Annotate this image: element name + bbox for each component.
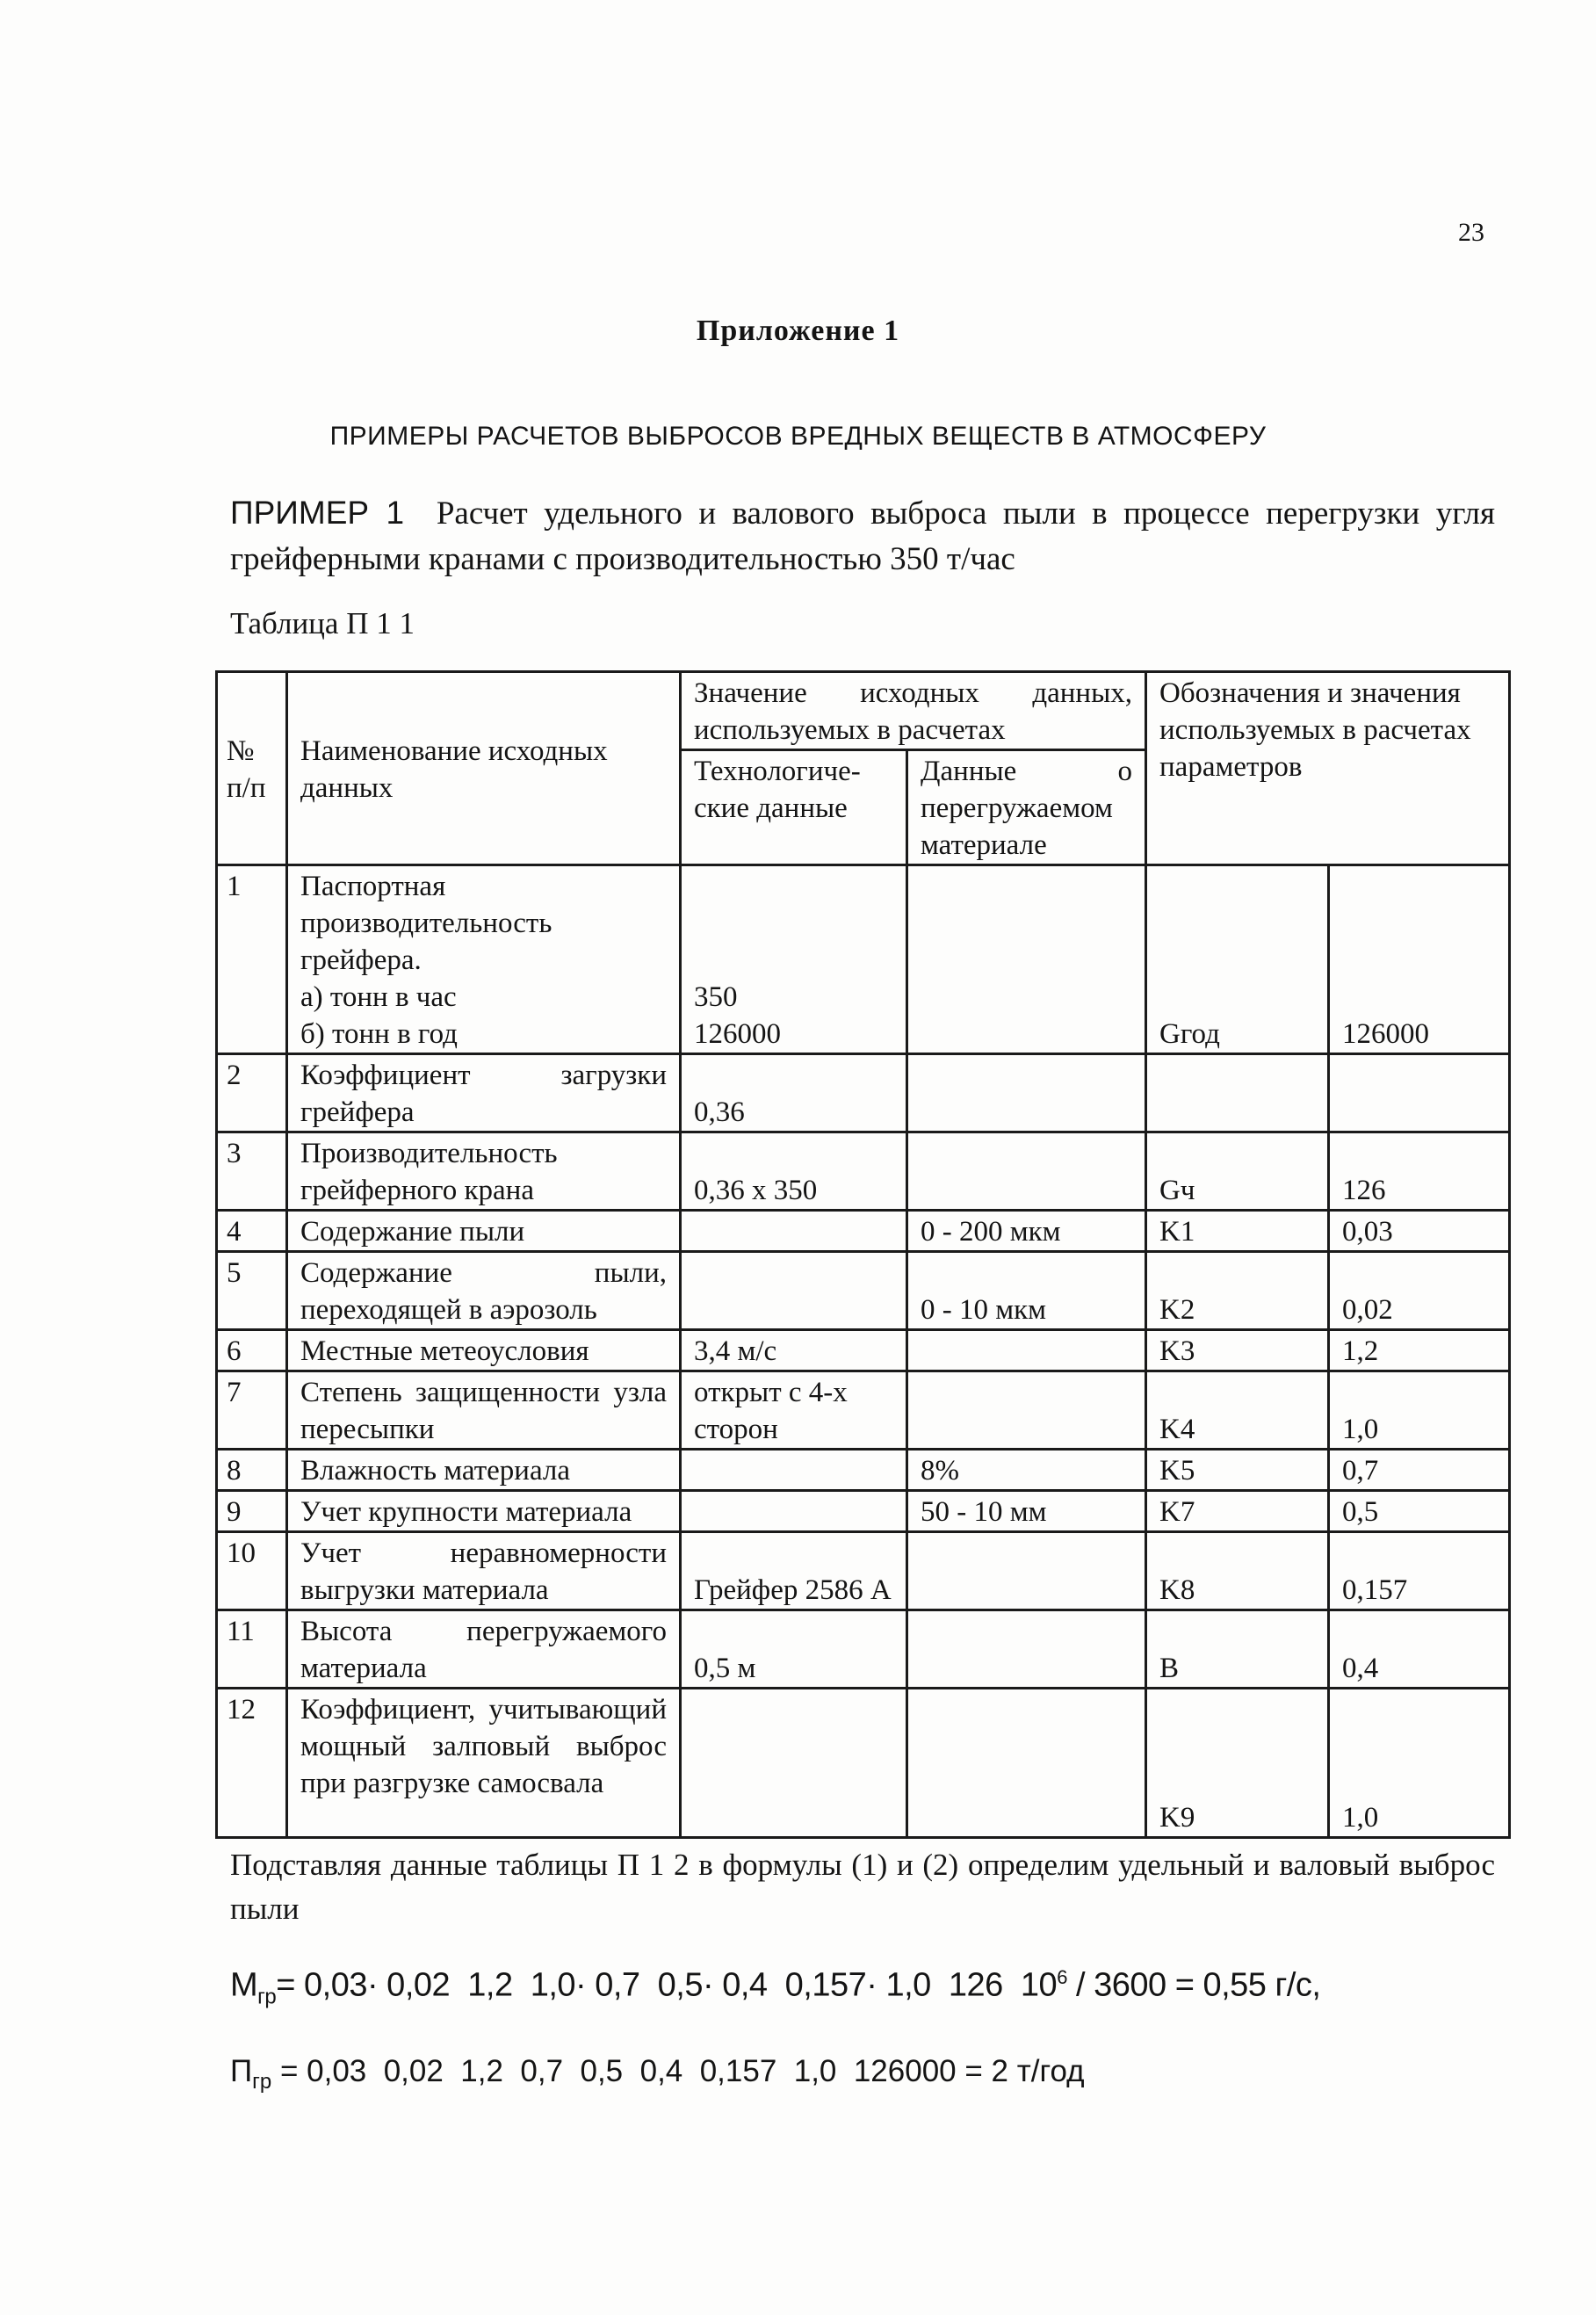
table-row bbox=[217, 1371, 1510, 1450]
table-row bbox=[217, 1330, 1510, 1371]
cell-material-text: 0 - 10 мкм bbox=[921, 1294, 1047, 1326]
cell-tech bbox=[681, 1491, 907, 1532]
cell-material-text: 50 - 10 мм bbox=[921, 1496, 1047, 1528]
cell-symbol-text: K8 bbox=[1159, 1574, 1195, 1606]
cell-symbol-text: K5 bbox=[1159, 1455, 1195, 1487]
cell-symbol bbox=[1146, 1330, 1329, 1371]
cell-symbol bbox=[1146, 1371, 1329, 1450]
section-title: ПРИМЕРЫ РАСЧЕТОВ ВЫБРОСОВ ВРЕДНЫХ ВЕЩЕСТВ В АТМОСФЕРУ bbox=[329, 422, 1267, 451]
cell-material bbox=[907, 1491, 1146, 1532]
cell-value-text: 0,5 bbox=[1342, 1496, 1379, 1528]
cell-tech-text: 0,5 м bbox=[694, 1653, 756, 1684]
cell-num bbox=[217, 1371, 287, 1450]
header-params-group-text: Обозначения и значения используемых в расчетах параметров bbox=[1159, 677, 1471, 783]
cell-value bbox=[1329, 1610, 1510, 1689]
cell-material bbox=[907, 1689, 1146, 1838]
header-values-group-text: Значение исходных данных, используемых в расчетах bbox=[694, 677, 1133, 746]
formula-p bbox=[230, 2054, 1085, 2094]
cell-symbol-text: K2 bbox=[1159, 1294, 1195, 1326]
header-params-group bbox=[1146, 672, 1510, 865]
example-label: ПРИМЕР 1 bbox=[230, 495, 405, 531]
header-material bbox=[907, 750, 1146, 865]
cell-name bbox=[287, 1610, 681, 1689]
cell-name-text: Содержание пыли bbox=[300, 1216, 525, 1248]
cell-symbol bbox=[1146, 1689, 1329, 1838]
example-text: Расчет удельного и валового выброса пыли в процессе перегрузки угля грейферными кранами с производительностью 350 т/час bbox=[230, 496, 1495, 577]
cell-name bbox=[287, 1371, 681, 1450]
formula-m-sup: 6 bbox=[1057, 1966, 1067, 1988]
cell-name-text: Высота перегружаемого материала bbox=[300, 1616, 667, 1684]
table-caption: Таблица П 1 1 bbox=[230, 606, 415, 640]
cell-value-text: 0,4 bbox=[1342, 1653, 1379, 1684]
formula-m-sub: гр bbox=[257, 1985, 277, 2009]
cell-num-text: 12 bbox=[227, 1694, 256, 1725]
table-body bbox=[217, 865, 1510, 1838]
cell-value bbox=[1329, 1491, 1510, 1532]
header-tech bbox=[681, 750, 907, 865]
cell-tech bbox=[681, 865, 907, 1054]
formula-p-body: = 0,03 0,02 1,2 0,7 0,5 0,4 0,157 1,0 126000 = 2 т/год bbox=[271, 2054, 1085, 2088]
table-row bbox=[217, 1532, 1510, 1610]
cell-num bbox=[217, 1330, 287, 1371]
cell-material bbox=[907, 1252, 1146, 1330]
formula-p-symbol: П bbox=[230, 2054, 253, 2088]
cell-name bbox=[287, 865, 681, 1054]
cell-name-text: Учет неравномерности выгрузки материала bbox=[300, 1537, 667, 1606]
cell-symbol-text: Gгод bbox=[1159, 1018, 1220, 1050]
cell-value-text: 0,02 bbox=[1342, 1294, 1393, 1326]
cell-tech bbox=[681, 1132, 907, 1211]
cell-num bbox=[217, 1252, 287, 1330]
cell-tech bbox=[681, 1211, 907, 1252]
cell-num-text: 9 bbox=[227, 1496, 242, 1528]
cell-tech-text: 0,36 bbox=[694, 1096, 745, 1128]
cell-symbol bbox=[1146, 865, 1329, 1054]
cell-name-text: Коэффициент, учитывающий мощный залповый выброс при разгрузке самосвала bbox=[300, 1694, 667, 1799]
cell-tech bbox=[681, 1532, 907, 1610]
cell-material-text: 0 - 200 мкм bbox=[921, 1216, 1061, 1248]
cell-num bbox=[217, 1610, 287, 1689]
table-row bbox=[217, 1610, 1510, 1689]
cell-symbol bbox=[1146, 1532, 1329, 1610]
cell-material bbox=[907, 1054, 1146, 1132]
cell-value bbox=[1329, 865, 1510, 1054]
table-row bbox=[217, 1252, 1510, 1330]
cell-value-text: 126 bbox=[1342, 1175, 1386, 1206]
cell-material bbox=[907, 1371, 1146, 1450]
cell-value bbox=[1329, 1689, 1510, 1838]
header-tech-text: Технологиче-ские данные bbox=[694, 756, 861, 824]
cell-material bbox=[907, 1450, 1146, 1491]
cell-name-text: Производительность грейферного крана bbox=[300, 1138, 558, 1206]
header-values-group bbox=[681, 672, 1146, 750]
cell-num-text: 5 bbox=[227, 1257, 242, 1289]
cell-symbol-text: K1 bbox=[1159, 1216, 1195, 1248]
table-header-row bbox=[217, 672, 1510, 750]
cell-name bbox=[287, 1532, 681, 1610]
cell-name-text: Степень защищенности узла пересыпки bbox=[300, 1377, 667, 1445]
table-row bbox=[217, 1211, 1510, 1252]
cell-symbol-text: K7 bbox=[1159, 1496, 1195, 1528]
cell-num bbox=[217, 1211, 287, 1252]
page-number: 23 bbox=[1458, 218, 1484, 247]
cell-value bbox=[1329, 1132, 1510, 1211]
table-row bbox=[217, 1491, 1510, 1532]
cell-tech-text: открыт с 4-х сторон bbox=[694, 1377, 848, 1445]
cell-material bbox=[907, 1211, 1146, 1252]
header-num bbox=[217, 672, 287, 865]
table-row bbox=[217, 1450, 1510, 1491]
header-material-text: Данные о перегружаемом материале bbox=[921, 756, 1133, 861]
table-row bbox=[217, 1054, 1510, 1132]
cell-num-text: 8 bbox=[227, 1455, 242, 1487]
cell-material bbox=[907, 1330, 1146, 1371]
cell-num-text: 6 bbox=[227, 1335, 242, 1367]
cell-name bbox=[287, 1132, 681, 1211]
cell-material bbox=[907, 1610, 1146, 1689]
cell-tech-text: 3,4 м/с bbox=[694, 1335, 777, 1367]
cell-num-text: 1 bbox=[227, 871, 242, 902]
cell-symbol bbox=[1146, 1610, 1329, 1689]
formula-p-sub: гр bbox=[252, 2070, 272, 2094]
cell-name-text: Содержание пыли, переходящей в аэрозоль bbox=[300, 1257, 667, 1326]
cell-num bbox=[217, 1450, 287, 1491]
cell-num bbox=[217, 1491, 287, 1532]
cell-num bbox=[217, 1132, 287, 1211]
source-data-table bbox=[215, 670, 1511, 1839]
cell-material bbox=[907, 1532, 1146, 1610]
cell-tech bbox=[681, 1689, 907, 1838]
cell-name-text: Учет крупности материала bbox=[300, 1496, 632, 1528]
cell-name bbox=[287, 1330, 681, 1371]
cell-value bbox=[1329, 1211, 1510, 1252]
cell-symbol-text: Gч bbox=[1159, 1175, 1195, 1206]
appendix-title: Приложение 1 bbox=[696, 315, 900, 347]
example-description bbox=[230, 490, 1495, 582]
formula-m bbox=[230, 1966, 1320, 2009]
cell-value bbox=[1329, 1450, 1510, 1491]
cell-name bbox=[287, 1450, 681, 1491]
cell-name bbox=[287, 1054, 681, 1132]
cell-value-text: 126000 bbox=[1342, 1018, 1430, 1050]
cell-value bbox=[1329, 1330, 1510, 1371]
cell-symbol-text: K4 bbox=[1159, 1414, 1195, 1445]
cell-name-text: Местные метеоусловия bbox=[300, 1335, 589, 1367]
cell-tech bbox=[681, 1054, 907, 1132]
cell-num-text: 4 bbox=[227, 1216, 242, 1248]
cell-material-text: 8% bbox=[921, 1455, 959, 1487]
cell-tech bbox=[681, 1330, 907, 1371]
cell-symbol-text: В bbox=[1159, 1653, 1180, 1684]
cell-symbol bbox=[1146, 1211, 1329, 1252]
cell-symbol bbox=[1146, 1054, 1329, 1132]
cell-material bbox=[907, 1132, 1146, 1211]
cell-num bbox=[217, 1054, 287, 1132]
cell-tech-text: 0,36 х 350 bbox=[694, 1175, 818, 1206]
header-num-text: № п/п bbox=[227, 734, 266, 804]
cell-tech bbox=[681, 1252, 907, 1330]
cell-num bbox=[217, 1532, 287, 1610]
cell-symbol bbox=[1146, 1132, 1329, 1211]
cell-name bbox=[287, 1211, 681, 1252]
cell-name-text: Коэффициент загрузки грейфера bbox=[300, 1060, 667, 1128]
cell-num bbox=[217, 1689, 287, 1838]
table-row bbox=[217, 865, 1510, 1054]
cell-name bbox=[287, 1252, 681, 1330]
cell-tech bbox=[681, 1371, 907, 1450]
cell-material bbox=[907, 865, 1146, 1054]
cell-tech-text: 350 126000 bbox=[694, 981, 781, 1050]
cell-value-text: 1,2 bbox=[1342, 1335, 1379, 1367]
cell-value-text: 1,0 bbox=[1342, 1802, 1379, 1834]
cell-num-text: 10 bbox=[227, 1537, 256, 1569]
cell-tech bbox=[681, 1450, 907, 1491]
formula-m-left: = 0,03· 0,02 1,2 1,0· 0,7 0,5· 0,4 0,157· 1,0 126 10 bbox=[276, 1966, 1058, 2004]
cell-name-text: Паспортная производительность грейфера. а) тонн в час б) тонн в год bbox=[300, 871, 552, 1050]
cell-symbol bbox=[1146, 1491, 1329, 1532]
cell-value-text: 0,7 bbox=[1342, 1455, 1379, 1487]
cell-name-text: Влажность материала bbox=[300, 1455, 571, 1487]
cell-symbol bbox=[1146, 1252, 1329, 1330]
cell-tech-text: Грейфер 2586 А bbox=[694, 1574, 892, 1606]
cell-value-text: 0,157 bbox=[1342, 1574, 1408, 1606]
cell-value bbox=[1329, 1371, 1510, 1450]
formula-m-symbol: M bbox=[230, 1966, 258, 2004]
cell-tech bbox=[681, 1610, 907, 1689]
header-name bbox=[287, 672, 681, 865]
header-name-text: Наименование исходных данных bbox=[300, 734, 608, 804]
cell-value bbox=[1329, 1532, 1510, 1610]
cell-value-text: 0,03 bbox=[1342, 1216, 1393, 1248]
cell-num-text: 3 bbox=[227, 1138, 242, 1169]
cell-name bbox=[287, 1491, 681, 1532]
cell-num-text: 2 bbox=[227, 1060, 242, 1091]
cell-num bbox=[217, 865, 287, 1054]
table-row bbox=[217, 1689, 1510, 1838]
cell-value bbox=[1329, 1252, 1510, 1330]
cell-symbol bbox=[1146, 1450, 1329, 1491]
formula-m-right: / 3600 = 0,55 г/с, bbox=[1066, 1966, 1321, 2004]
cell-symbol-text: K9 bbox=[1159, 1802, 1195, 1834]
cell-symbol-text: K3 bbox=[1159, 1335, 1195, 1367]
cell-name bbox=[287, 1689, 681, 1838]
cell-value-text: 1,0 bbox=[1342, 1414, 1379, 1445]
cell-value bbox=[1329, 1054, 1510, 1132]
conclusion-text: Подставляя данные таблицы П 1 2 в формулы (1) и (2) определим удельный и валовый выброс пыли bbox=[230, 1848, 1495, 1926]
cell-num-text: 7 bbox=[227, 1377, 242, 1408]
cell-num-text: 11 bbox=[227, 1616, 255, 1647]
table-row bbox=[217, 1132, 1510, 1211]
